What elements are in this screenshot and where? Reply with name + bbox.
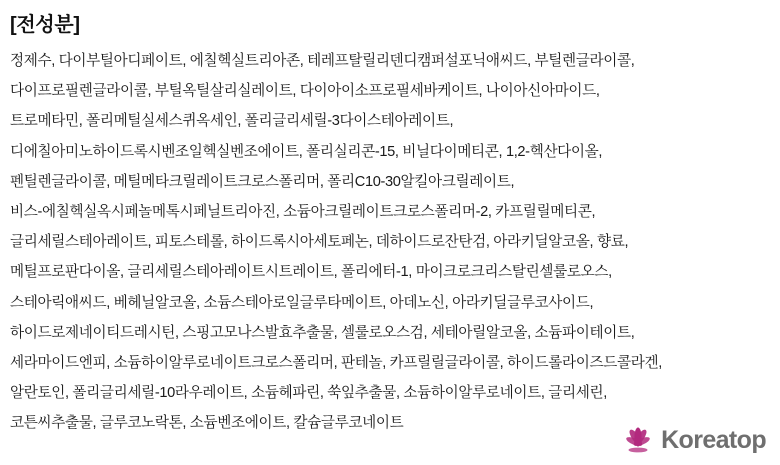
ingredient-line: 메틸프로판다이올, 글리세릴스테아레이트시트레이트, 폴리에터-1, 마이크로크리스탈린셀룰로오스,	[10, 264, 612, 281]
watermark-brand-text: Koreatop	[661, 426, 766, 454]
ingredient-line: 글리세릴스테아레이트, 피토스테롤, 하이드록시아세토페논, 데하이드로잔탄검, 아라키딜알코올, 향료,	[10, 234, 629, 251]
lotus-flower-icon	[621, 423, 655, 457]
ingredient-line: 정제수, 다이부틸아디페이트, 에칠헥실트리아존, 테레프탈릴리덴디캠퍼설포닉애씨드, 부틸렌글라이콜,	[10, 53, 635, 69]
ingredient-line: 펜틸렌글라이콜, 메틸메타크릴레이트크로스폴리머, 폴리C10-30알킬아크릴레이트,	[10, 173, 515, 190]
ingredient-line: 다이프로필렌글라이콜, 부틸옥틸살리실레이트, 다이아이소프로필세바케이트, 나이아신아마이드,	[10, 83, 600, 100]
ingredient-line: 코튼씨추출물, 글루코노락톤, 소듐벤조에이트, 칼슘글루코네이트	[10, 415, 404, 432]
ingredient-line: 스테아릭애씨드, 베헤닐알코올, 소듐스테아로일글루타메이트, 아데노신, 아라키딜글루코사이드,	[10, 294, 594, 311]
watermark	[621, 423, 766, 457]
ingredient-line: 하이드로제네이티드레시틴, 스핑고모나스발효추출물, 셀룰로오스검, 세테아릴알코올, 소듐파이테이트,	[10, 324, 635, 341]
ingredient-line: 트로메타민, 폴리메틸실세스퀴옥세인, 폴리글리세릴-3다이스테아레이트,	[10, 113, 454, 130]
ingredient-line: 디에칠아미노하이드록시벤조일헥실벤조에이트, 폴리실리콘-15, 비닐다이메티콘, 1,2-헥산다이올,	[10, 143, 603, 160]
ingredient-line: 비스-에칠헥실옥시페놀메톡시페닐트리아진, 소듐아크릴레이트크로스폴리머-2, 카프릴릴메티콘,	[10, 204, 596, 221]
ingredient-line: 알란토인, 폴리글리세릴-10라우레이트, 소듐헤파린, 쑥잎추출물, 소듐하이알루로네이트, 글리세린,	[10, 385, 607, 402]
page-title: [전성분]	[10, 14, 80, 36]
ingredient-line: 세라마이드엔피, 소듐하이알루로네이트크로스폴리머, 판테놀, 카프릴릴글라이콜, 하이드롤라이즈드콜라겐,	[10, 355, 662, 372]
ingredient-list	[8, 46, 772, 439]
